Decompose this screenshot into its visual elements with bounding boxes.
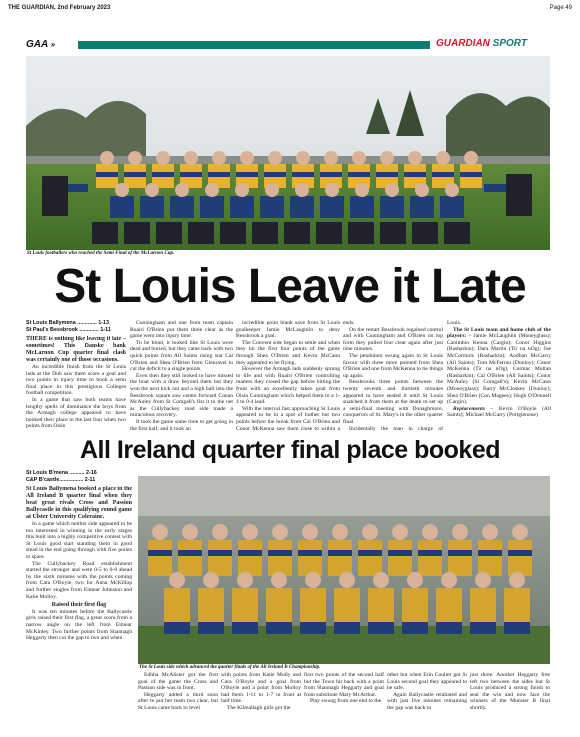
- article-column: [387, 672, 467, 734]
- replacements-heading: Replacements: [453, 405, 486, 412]
- article-column: [343, 320, 443, 432]
- chevron-right-icon: »: [50, 40, 56, 49]
- score-line: St Louis B'mena .......... 2-16: [26, 470, 97, 476]
- photo-caption-girls: The St Louis side which advanced the quarter finals of the All Ireland B Championship.: [139, 665, 321, 670]
- score-line: St Louis Ballymena ............. 1-13: [26, 320, 109, 326]
- replacements-players: – Kevin O'Boyle (All Saints); Michael McGarry (Portglenone): [447, 405, 551, 419]
- team-photo-girls-image: [138, 476, 550, 664]
- brand-logo: [436, 38, 572, 50]
- article-column: [304, 672, 384, 734]
- article-subhead: Raised their first flag: [51, 602, 107, 609]
- article-paragraph: To be blunt, it looked like St Louis were dead and buried, but they came back with two quick points from All Saints rising star Cal O'Brien and Shea O'Brien from Glenravel to cut the deficit to a single points.: [130, 339, 233, 373]
- article-lead: St Louis Ballymena booked a place in the All Ireland B quarter final when they beat great rivals Cross and Passion Ballycastle in this qualifying round game at Ulster University Coleraine.: [26, 486, 132, 520]
- score-line: St Paul's Bessbrook ............. 1-11: [26, 326, 111, 333]
- section-logo: [26, 40, 76, 50]
- article-paragraph: Even then they still looked to have missed the boat with a draw beyond them but they won the next kick out and a high ball into the Bessbrook square saw centre forward Conan McAuley from St Comgall's fist it to the net as the Cullybackey road side made a miraculous recovery.: [130, 372, 233, 419]
- page-number: Page 49: [549, 5, 572, 11]
- section-rule: [78, 41, 430, 49]
- article-paragraph: Louis.: [447, 320, 462, 326]
- article-paragraph: incredible point blank save from St Louis goalkeeper Jamie McLaughlin to deny Bessbrook a goal.: [236, 320, 340, 340]
- article-paragraph: An incredible finish from the St Louis lads at the Dub saw them score a goal and two points in injury time to book a semi final place in this prestigious Colleges football competition.: [26, 364, 126, 397]
- article-paragraph: Bessbrooks three points between the twenty seventh and thirtieth minutes appeared to have sealed it until St Louis snatched it from them at the death to set up a semi-final meeting with Donaghmore, conquerors of St. Mary's in the other quarter final.: [343, 379, 443, 425]
- article-paragraph: Edhha McAlister got the first goal of the game the Cross and Passion side was in front.: [138, 672, 218, 692]
- article-column: [26, 486, 132, 734]
- article-paragraph: In a game that saw both teams have lengthy spells of dominance the boys from the Armagh college appeared to have booked their place in the last four when two points from Oisin: [26, 396, 126, 430]
- article-paragraph: With the interval fast approaching St Louis appeared to be in a spot of bother but two points before the break from Cal O'Brien and Conor McKenna saw them close to within a: [236, 405, 340, 432]
- article-column: [221, 672, 301, 734]
- score-box-1: [26, 320, 126, 333]
- article-paragraph: Play swung from one end to the: [310, 698, 382, 705]
- article-column: [138, 672, 218, 734]
- article-paragraph: However the Armagh lads suddenly sprung to life and with Ruairi O'Brien controlling matters they closed the gap before hitting the front with an excellently taken goal from Oisin Cunningham which helped them to a 1-4 to 0-4 lead.: [236, 366, 340, 406]
- article-column: [26, 336, 126, 432]
- team-list-heading: The St Louis team and home club of the players:: [447, 326, 551, 340]
- brand-main: GUARDIAN: [436, 38, 490, 49]
- team-photo-boys-image: [26, 56, 550, 250]
- article-paragraph: On the restart Bessbrook regained control and with Cunningham and O'Brien on top form they pulled four clear again after just nine minutes.: [343, 326, 443, 353]
- article-paragraph: The Cullybackey Road establishment started the stronger and were 0-5 to 0-0 ahead by the sixth minutes with the points coming from Cara O'Boyle, two for Anna McKillop and further singles from Eimear Johnston and Katie Molloy.: [26, 560, 132, 600]
- brand-sport: SPORT: [492, 38, 527, 49]
- article-paragraph: The pendulum swung again in St Louis favour with three more pointed from Shea O'Brien and one from McKenna to tie things up again.: [343, 352, 443, 379]
- article-column: [130, 320, 233, 432]
- article-column: [236, 320, 340, 432]
- article-paragraph: The Convent side began to settle and when they hit the first four points of the game through Shea O'Brien and Kevin McCann they appeared to be flying.: [236, 339, 340, 366]
- team-list: [447, 327, 551, 406]
- article-paragraph: In a game which neither side appeared to be too interested in winning in the early stages this built into a highly competitive contest with St Louis good start standing them in good stead in the end going through with five points to spare.: [26, 521, 132, 560]
- article-lead: THERE is nothing like leaving it late – sometimes! This Danske bank McLarnon Cup quarter final clash was certainly one of those occasions.: [26, 336, 126, 363]
- article-paragraph: It was ten minutes before the Ballycastle girls raised their first flag, a great score from a narrow angle on the left from Eimear McKinley. Two further points from Shannagh Heggarty then cut the gap to two and when: [26, 608, 132, 642]
- article-paragraph: Incidentally the man in charge of: [349, 425, 443, 432]
- photo-caption-boys: St Louis footballers who reached the Semi Final of the McLarnon Cup.: [27, 251, 175, 256]
- article-paragraph: other but when Erin Coulter got St Louis second goal they appeared to be safe.: [387, 672, 467, 692]
- article-paragraph: Cunningham and one from team captain Ruairi O'Brien put them three clear as the game went into injury time.: [130, 320, 233, 340]
- article-column: [447, 320, 551, 432]
- headline-st-louis-leave-it-late: St Louis Leave it Late: [54, 260, 526, 313]
- article-paragraph: ends.: [343, 320, 355, 326]
- article-paragraph: The Kilmallagh girls got the: [227, 704, 291, 711]
- article-paragraph: Heggarty added a third soon after to put her team two clear, but St Louis came back to level: [138, 691, 218, 711]
- team-photo-boys: [26, 56, 550, 250]
- team-photo-girls: [138, 476, 550, 664]
- article-paragraph: It took the game some time to get going in the first half, and it took an: [130, 418, 233, 432]
- page-header: [8, 4, 572, 14]
- article-paragraph: first two points of the second half but the Town hit back with a point from Shannagh Heggarty and goal from substitute Mary McArthur.: [304, 672, 384, 698]
- score-box-2: [26, 470, 130, 483]
- article-paragraph: Again Ballycastle retaliated and with just five minutes remaining the gap was back to: [387, 691, 467, 711]
- headline-all-ireland-quarter-final: All Ireland quarter final place booked: [80, 436, 500, 464]
- section-label: GAA: [26, 39, 48, 50]
- dateline: THE GUARDIAN, 2nd February 2023: [8, 5, 111, 11]
- article-paragraph: with points from Katie Molly and Cara O'Boyle and a goal from O'Boyle and a point from Molloy had them 1-11 to 1-7 in front at half time.: [221, 672, 301, 705]
- team-list-players: – Jamie McLaughlin (Moneyglass); Caoimhin Kenna (Cargin); Conor Higgins (Rasharkin); Dara Martin (Tir na nOg); Joe McCormick (Rasharkin); Aodhan McGarry (All Saints); Tom McFerran (Dunloy); Conor McKenna (Tir na nOg), Cormac Mullan (Rasharkin); Cal O'Brien (All Saints); Conor McAuley (St Comgall's); Kevin McCann (Moneyglass); Barry McCloskey (Dunloy); Shea O'Brien (Con Magees); Hugh O'Donnell (Cargin).: [447, 333, 551, 406]
- score-line: C&P B'castle................ 2-11: [26, 476, 96, 483]
- article-paragraph: just three. Another Heggarty free left two between the sides but St Louis produced a strong finish to seal the win and now face the winners of the Munster B final shortly.: [470, 672, 550, 711]
- article-column: [470, 672, 550, 734]
- replacements-list: [447, 406, 551, 419]
